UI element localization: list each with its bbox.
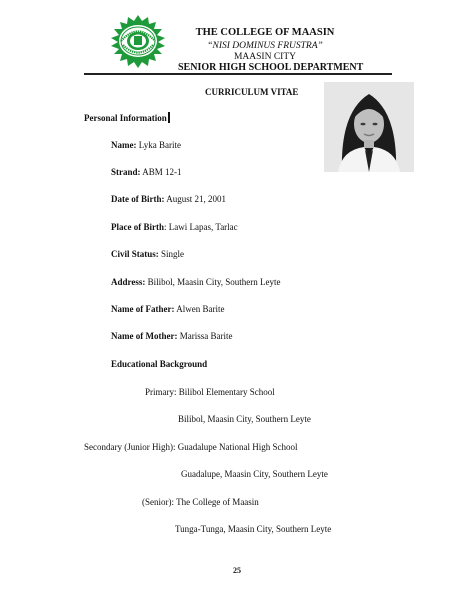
school-motto: “NISI DOMINUS FRUSTRA”	[207, 41, 323, 51]
field-date-of-birth	[111, 194, 226, 204]
section-personal-information	[84, 112, 170, 123]
school-city: MAASIN CITY	[233, 52, 296, 62]
field-strand	[111, 167, 182, 177]
text-cursor	[168, 112, 170, 123]
college-seal-logo	[107, 14, 169, 68]
field-label: Place of Birth	[111, 222, 164, 232]
field-value: Alwen Barite	[174, 304, 225, 314]
field-value: Bilibol, Maasin City, Southern Leyte	[145, 277, 281, 287]
field-mother	[111, 331, 232, 341]
field-name	[111, 140, 181, 150]
field-value: Lyka Barite	[136, 140, 181, 150]
education-secondary-address: Guadalupe, Maasin City, Southern Leyte	[181, 469, 328, 479]
school-name: THE COLLEGE OF MAASIN	[195, 27, 335, 38]
education-heading: Educational Background	[111, 359, 208, 369]
section-title: Personal Information	[84, 113, 167, 123]
header-divider	[84, 73, 392, 75]
field-label: Strand:	[111, 167, 141, 177]
field-label: Name of Mother:	[111, 331, 178, 341]
field-value: August 21, 2001	[164, 194, 227, 204]
page-number: 25	[233, 566, 241, 575]
education-secondary: Secondary (Junior High): Guadalupe National High School	[84, 442, 298, 452]
field-value: ABM 12-1	[140, 167, 182, 177]
education-senior-address: Tunga-Tunga, Maasin City, Southern Leyte	[175, 524, 332, 534]
field-father	[111, 304, 224, 314]
education-primary: Primary: Bilibol Elementary School	[145, 387, 275, 397]
field-label: Address:	[111, 277, 146, 287]
field-place-of-birth	[111, 222, 238, 232]
field-label: Civil Status:	[111, 249, 159, 259]
profile-photo	[324, 82, 414, 172]
document-title: CURRICULUM VITAE	[205, 87, 299, 97]
department-name: SENIOR HIGH SCHOOL DEPARTMENT	[178, 62, 364, 73]
field-civil-status	[111, 249, 184, 259]
field-label: Name:	[111, 140, 137, 150]
field-address	[111, 277, 281, 287]
field-value: Single	[158, 249, 185, 259]
field-value: Marissa Barite	[177, 331, 233, 341]
education-senior: (Senior): The College of Maasin	[142, 497, 259, 507]
field-label: Name of Father:	[111, 304, 175, 314]
field-value: : Lawi Lapas, Tarlac	[164, 222, 238, 232]
field-label: Date of Birth:	[111, 194, 165, 204]
education-primary-address: Bilibol, Maasin City, Southern Leyte	[178, 414, 311, 424]
